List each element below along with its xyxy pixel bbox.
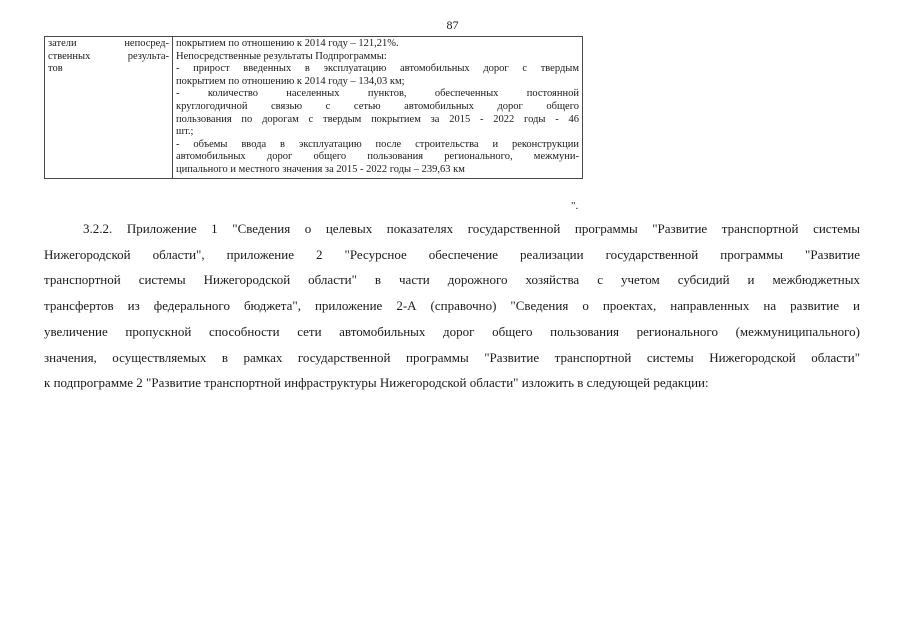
table-cell-line: ципального и местного значения за 2015 - 2022 годы – 239,63 км (176, 163, 465, 175)
table-cell-line: автомобильных дорог общего пользования регионального, межмуни- (176, 151, 579, 163)
table-cell-indicator-name (45, 37, 173, 179)
indicators-table-continuation (44, 36, 583, 179)
table-cell-line: Непосредственные результаты Подпрограммы: (176, 50, 387, 62)
table-cell-line: пользования по дорогам с твердым покрытием за 2015 - 2022 годы - 46 (176, 113, 579, 125)
table-cell-line: тов (48, 63, 63, 75)
paragraph-line: 3.2.2. Приложение 1 "Сведения о целевых показателях государственной программы "Развитие транспортной системы (83, 221, 860, 236)
table-cell-line: круглогодичной связью с сетью автомобильных дорог общего (176, 100, 579, 112)
table-cell-line: покрытием по отношению к 2014 году – 134,03 км; (176, 75, 405, 87)
table-cell-line: ственных результа- (48, 50, 169, 62)
paragraph-3-2-2 (44, 216, 860, 396)
table-cell-indicator-values (173, 37, 583, 179)
paragraph-line: Нижегородской области", приложение 2 "Ресурсное обеспечение реализации государственной программы "Развитие (44, 246, 860, 262)
table-cell-line: шт.; (176, 126, 194, 138)
paragraph-line: увеличение пропускной способности сети автомобильных дорог общего пользования регионального (межмуниципального) (44, 323, 860, 339)
page-number: 87 (446, 18, 459, 32)
table-cell-line: затели непосред- (48, 38, 169, 49)
paragraph-line: значения, осуществляемых в рамках государственной программы "Развитие транспортной системы Нижегородской области" (44, 349, 860, 365)
table-cell-line: покрытием по отношению к 2014 году – 121,21%. (176, 38, 399, 49)
paragraph-line: к подпрограмме 2 "Развитие транспортной инфраструктуры Нижегородской области" изложить в следующей редакции: (44, 375, 709, 391)
paragraph-line: транспортной системы Нижегородской области" в части дорожного хозяйства с учетом субсидий и межбюджетных (44, 272, 860, 288)
table-cell-line: - количество населенных пунктов, обеспеченных постоянной (176, 88, 579, 100)
table-cell-line: - прирост введенных в эксплуатацию автомобильных дорог с твердым (176, 63, 579, 75)
closing-quote: ". (571, 200, 579, 212)
table-row (45, 37, 583, 179)
paragraph-line: трансфертов из федерального бюджета", приложение 2-А (справочно) "Сведения о проектах, направленных на развитие и (44, 298, 860, 314)
table-cell-line: - объемы ввода в эксплуатацию после строительства и реконструкции (176, 138, 579, 150)
